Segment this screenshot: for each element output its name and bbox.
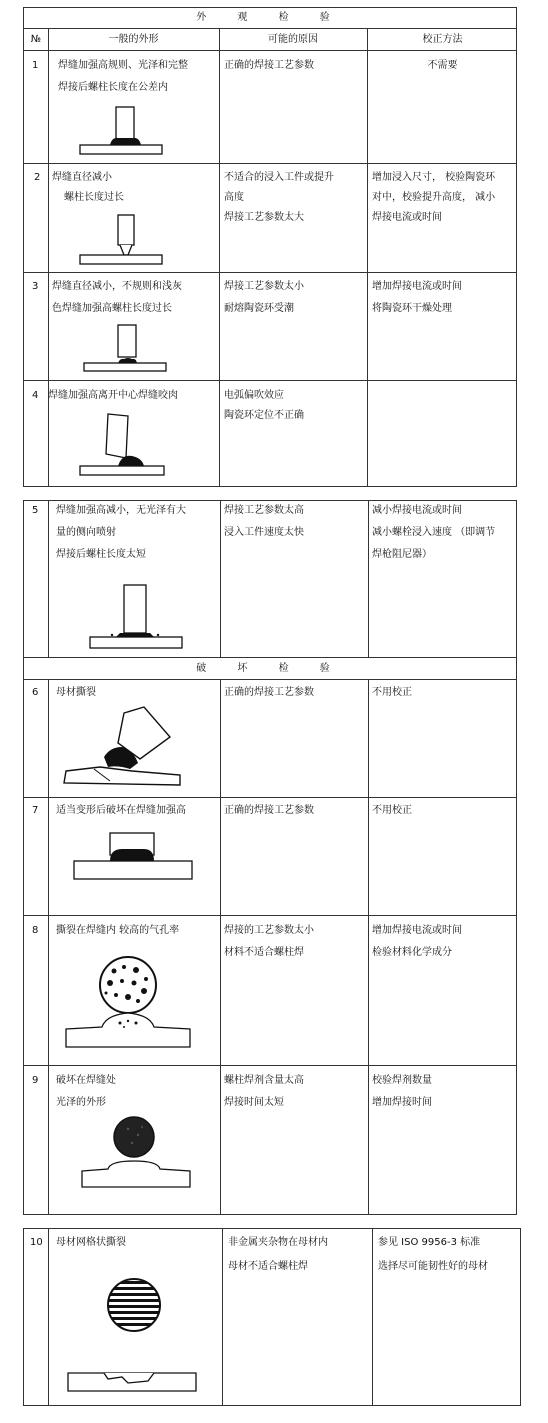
row-description: 破坏在焊缝处 <box>56 1075 116 1086</box>
divider <box>48 679 49 1214</box>
stud-weld-spatter-icon <box>88 583 188 653</box>
row-cause: 母材不适合螺柱焊 <box>228 1261 308 1272</box>
divider <box>48 501 49 657</box>
row-number: 8 <box>32 925 39 936</box>
row-number: 1 <box>32 60 39 71</box>
base-metal-tear-icon <box>60 707 190 791</box>
divider <box>24 1065 516 1066</box>
row-correction: 不需要 <box>427 60 458 71</box>
row-correction: 焊枪阻尼器） <box>372 549 432 560</box>
row-correction: 检验材料化学成分 <box>372 947 452 958</box>
row-cause: 焊接工艺参数太小 <box>224 281 304 292</box>
row-correction: 将陶瓷环干燥处理 <box>372 303 452 314</box>
row-correction: 增加浸入尺寸， 校验陶瓷环 <box>372 172 496 183</box>
row-description: 光泽的外形 <box>56 1097 106 1108</box>
row-number: 10 <box>30 1237 43 1248</box>
row-description: 母材网格状撕裂 <box>56 1237 126 1248</box>
divider <box>368 679 369 1214</box>
divider <box>367 28 368 486</box>
row-cause: 高度 <box>224 192 244 203</box>
section-title-visual: 外 观 检 验 <box>196 12 344 23</box>
divider <box>24 657 516 658</box>
stud-weld-good-icon <box>78 105 168 157</box>
divider <box>219 28 220 486</box>
divider <box>48 1229 49 1405</box>
porosity-fracture-icon <box>62 953 194 1059</box>
row-cause: 不适合的浸入工件或提升 <box>224 172 334 183</box>
row-correction: 不用校正 <box>372 687 412 698</box>
table-destructive-inspection <box>23 500 517 1215</box>
row-cause: 陶瓷环定位不正确 <box>224 410 304 421</box>
stud-weld-offcenter-icon <box>76 410 171 478</box>
row-correction: 不用校正 <box>372 805 412 816</box>
divider <box>24 797 516 798</box>
divider <box>372 1229 373 1405</box>
row-correction: 对中，校验提升高度， 减小 <box>372 192 496 203</box>
row-cause: 电弧偏吹效应 <box>224 390 284 401</box>
column-header-cause: 可能的原因 <box>268 34 318 45</box>
row-cause: 正确的焊接工艺参数 <box>224 687 314 698</box>
row-number: 6 <box>32 687 39 698</box>
row-description: 焊缝直径减小，不规则和浅灰 <box>52 281 182 292</box>
divider <box>24 915 516 916</box>
divider <box>222 1229 223 1405</box>
row-cause: 正确的焊接工艺参数 <box>224 805 314 816</box>
divider <box>24 28 516 29</box>
row-description: 母材撕裂 <box>56 687 96 698</box>
row-correction: 减小螺栓浸入速度 （即调节 <box>372 527 496 538</box>
row-number: 7 <box>32 805 39 816</box>
row-cause: 焊接的工艺参数太小 <box>224 925 314 936</box>
divider <box>220 679 221 1214</box>
row-description: 焊缝加强高离开中心焊缝咬肉 <box>48 390 178 401</box>
row-description: 焊缝直径减小 <box>52 172 112 183</box>
table-visual-inspection <box>23 7 517 487</box>
divider <box>24 50 516 51</box>
divider <box>24 163 516 164</box>
divider <box>368 501 369 657</box>
row-correction: 增加焊接电流或时间 <box>372 925 462 936</box>
lamellar-tear-icon <box>64 1273 204 1399</box>
weld-collar-break-icon <box>72 827 196 887</box>
row-correction: 参见 ISO 9956-3 标准 <box>378 1237 481 1248</box>
row-cause: 正确的焊接工艺参数 <box>224 60 314 71</box>
row-description: 焊缝加强高规则、光泽和完整 <box>58 60 188 71</box>
stud-weld-irregular-icon <box>82 323 172 373</box>
row-cause: 浸入工件速度太快 <box>224 527 304 538</box>
column-header-correction: 校正方法 <box>422 34 463 45</box>
column-header-no: № <box>30 34 42 45</box>
divider <box>220 501 221 657</box>
divider <box>48 28 49 486</box>
row-correction: 增加焊接时间 <box>372 1097 432 1108</box>
row-cause: 焊接工艺参数太高 <box>224 505 304 516</box>
divider <box>24 679 516 680</box>
row-description: 撕裂在焊缝内 较高的气孔率 <box>56 925 180 936</box>
row-description: 焊接后螺柱长度在公差内 <box>58 82 168 93</box>
row-cause: 螺柱焊剂含量太高 <box>224 1075 304 1086</box>
row-correction: 减小焊接电流或时间 <box>372 505 462 516</box>
row-correction: 增加焊接电流或时间 <box>372 281 462 292</box>
divider <box>24 380 516 381</box>
row-correction: 选择尽可能韧性好的母材 <box>378 1261 488 1272</box>
row-cause: 耐熔陶瓷环受潮 <box>224 303 294 314</box>
row-description: 螺柱长度过长 <box>64 192 124 203</box>
row-cause: 材料不适合螺柱焊 <box>224 947 304 958</box>
section-title-destructive: 破 坏 检 验 <box>196 663 344 674</box>
row-number: 4 <box>32 390 39 401</box>
row-description: 量的侧向喷射 <box>56 527 116 538</box>
divider <box>24 272 516 273</box>
row-number: 5 <box>32 505 39 516</box>
shiny-fracture-icon <box>78 1113 198 1195</box>
row-description: 色焊缝加强高螺柱长度过长 <box>52 303 172 314</box>
row-cause: 非金属夹杂物在母材内 <box>228 1237 328 1248</box>
row-description: 焊接后螺柱长度太短 <box>56 549 146 560</box>
row-correction: 校验焊剂数量 <box>372 1075 432 1086</box>
table-lamellar <box>23 1228 521 1406</box>
row-cause: 焊接工艺参数太大 <box>224 212 304 223</box>
row-number: 9 <box>32 1075 39 1086</box>
row-number: 2 <box>34 172 41 183</box>
column-header-appearance: 一般的外形 <box>108 34 159 45</box>
row-correction: 焊接电流或时间 <box>372 212 442 223</box>
row-cause: 焊接时间太短 <box>224 1097 284 1108</box>
row-number: 3 <box>32 281 39 292</box>
stud-weld-thin-icon <box>78 213 168 268</box>
row-description: 适当变形后破坏在焊缝加强高 <box>56 805 186 816</box>
row-description: 焊缝加强高减小，无光泽有大 <box>56 505 186 516</box>
